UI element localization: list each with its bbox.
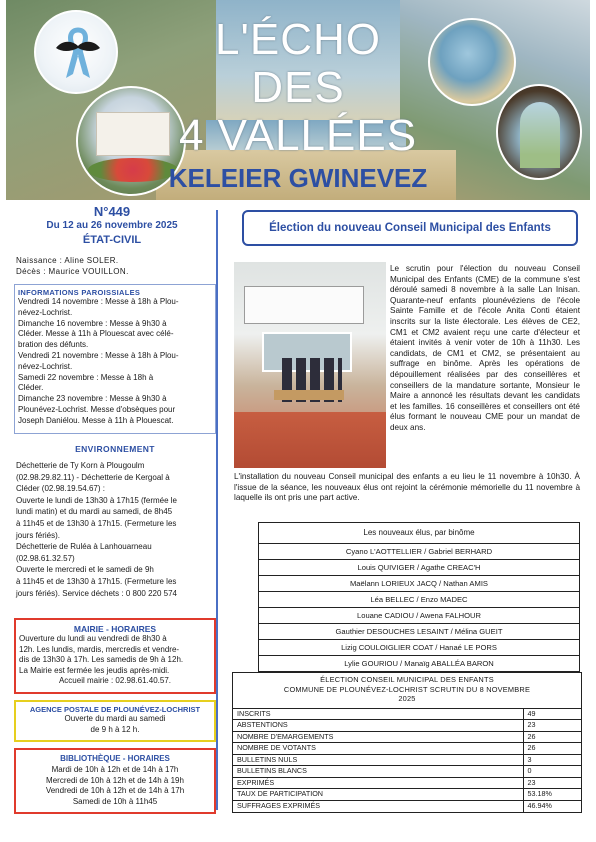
result-label: NOMBRE DE VOTANTS [233,743,523,755]
environment-line: (02.98.29.82.11) - Déchetterie de Kergoal à [16,472,170,482]
parish-info-heading: INFORMATIONS PAROISSIALES [18,288,141,297]
parish-line: névez-Lochrist. [18,361,73,371]
table-row [233,731,581,743]
result-value: 49 [523,708,581,720]
result-value: 0 [523,766,581,778]
mairie-line: 12h. Les lundis, mardis, mercredis et vendre- [19,644,180,654]
table-row [233,800,581,812]
environment-line: (02.98.61.32.57) [16,553,75,563]
parish-line: Joseph Daniélou. Messe à 11h à Plouescat. [18,415,174,425]
environment-line: Déchetterie de Ty Korn à Plougoulm [16,461,145,470]
mairie-heading: MAIRIE - HORAIRES [73,624,157,634]
post-office-heading: AGENCE POSTALE DE PLOUNÉVEZ-LOCHRIST [29,705,201,714]
table-row [233,777,581,789]
environment-line: Cléder (02.98.19.54.67) : [16,484,105,494]
environment-line: Déchetterie de Ruléa à Lanhouarneau [16,542,152,552]
results-caption-line: 2025 [398,694,416,704]
result-value: 46.94% [523,800,581,812]
birth-notice: Naissance : Aline SOLER. [16,256,119,265]
issue-number: N°449 [93,204,131,219]
result-value: 23 [523,777,581,789]
environment-line: jours fériés). [16,530,61,540]
result-label: TAUX DE PARTICIPATION [233,789,523,801]
result-label: NOMBRE D'EMARGEMENTS [233,731,523,743]
table-row [233,766,581,778]
elected-pairs-table [258,522,580,672]
library-hours-box [14,748,216,814]
table-row [233,754,581,766]
result-value: 3 [523,754,581,766]
article-paragraph-full: L'installation du nouveau Conseil municipal des enfants a eu lieu le 11 novembre à 10h30. À l'issue de la séance, les nouveaux élus ont rejoint la cérémonie mémorielle du 11 novembre à laquelle ils ont pris une part active. [234,472,580,503]
results-caption-line: ÉLECTION CONSEIL MUNICIPAL DES ENFANTS [320,675,494,684]
parish-line: Dimanche 23 novembre : Messe à 9h30 à [18,394,167,404]
masthead-subtitle: KELEIER GWINEVEZ [168,163,428,193]
mairie-line: La Mairie est fermée les jeudis après-midi. [19,665,170,675]
parish-line: Samedi 22 novembre : Messe à 18h à [18,372,154,382]
elected-pair-row: Maëlann LORIEUX JACQ / Nathan AMIS [259,575,579,591]
masthead-line-1: L'ÉCHO [215,15,381,64]
environment-line: lundi matin) et du mardi au samedi, de 8h45 [16,507,173,517]
results-caption [233,673,581,708]
results-caption-line: COMMUNE DE PLOUNÉVEZ-LOCHRIST SCRUTIN DU 8 NOVEMBRE [283,684,531,694]
elected-pair-row: Louane CADIOU / Awena FALHOUR [259,607,579,623]
results-grid [233,708,581,812]
post-office-line: de 9 h à 12 h. [90,724,140,734]
masthead-line-3: 4 VALLÉES [178,111,418,160]
result-value: 26 [523,731,581,743]
environment-line: à 11h45 et de 13h30 à 17h15. (Fermeture les [16,576,177,586]
parish-line: Dimanche 16 novembre : Messe à 9h30 à [18,318,167,328]
elected-pair-row: Gauthier DESOUCHES LESAINT / Mélina GUEIT [259,623,579,639]
result-label: EXPRIMÉS [233,777,523,789]
post-office-line: Ouverte du mardi au samedi [64,714,166,723]
table-row [233,720,581,732]
result-label: INSCRITS [233,708,523,720]
issue-dates: Du 12 au 26 novembre 2025 [46,220,178,231]
elected-pair-row: Lylie GOURIOU / Manaïg ABALLÉA BARON [259,655,579,671]
result-value: 26 [523,743,581,755]
elected-pair-row: Lizig COULOIGLIER COAT / Hanaé LE PORS [259,639,579,655]
column-divider [216,210,218,810]
parish-line: névez-Lochrist. [18,307,73,317]
death-notice: Décès : Maurice VOUILLON. [16,267,129,276]
elected-pair-row: Léa BELLEC / Enzo MADEC [259,591,579,607]
election-photo [234,262,386,468]
floor-shape [234,412,386,468]
library-line: Mardi de 10h à 12h et de 14h à 17h [51,765,179,774]
parish-line: bration des défunts. [18,340,89,350]
result-label: BULLETINS NULS [233,754,523,766]
parish-line: Vendredi 21 novembre : Messe à 18h à Plou- [18,350,179,360]
table-row [233,789,581,801]
mairie-hours-box [14,618,216,694]
result-value: 53.18% [523,789,581,801]
result-label: SUFFRAGES EXPRIMÉS [233,800,523,812]
left-column [8,200,220,810]
environment-section [14,440,216,610]
elected-pair-row: Louis QUIVIGER / Agathe CREAC'H [259,559,579,575]
mairie-line: dis de 13h30 à 17h. Les samedis de 9h à 12h. [19,655,184,664]
parish-line: Cléder. Messe à 11h à Plouescat avec célé- [18,329,174,339]
mairie-phone: Accueil mairie : 02.98.61.40.57. [58,676,172,685]
environment-line: Ouverte le mercredi et le samedi de 9h [16,565,154,575]
election-results-table [232,672,582,813]
result-label: BULLETINS BLANCS [233,766,523,778]
elected-pairs-heading: Les nouveaux élus, par binôme [363,528,475,537]
article-title: Élection du nouveau Conseil Municipal des Enfants [242,210,578,246]
environment-line: jours fériés). Service déchets : 0 800 220 574 [16,588,177,598]
library-line: Mercredi de 10h à 12h et de 14h à 19h [46,775,184,785]
table-row [233,743,581,755]
environment-line: Ouverte le lundi de 13h30 à 17h15 (fermée le [16,495,177,505]
parish-line: Vendredi 14 novembre : Messe à 18h à Plou- [18,297,179,306]
etat-civil-heading: ÉTAT-CIVIL [82,234,142,246]
table-shape [274,390,344,400]
parish-line: Cléder. [18,383,44,393]
result-value: 23 [523,720,581,732]
post-office-box [14,700,216,742]
environment-line: à 11h45 et de 13h30 à 17h15. (Fermeture les [16,518,177,528]
environment-heading: ENVIRONNEMENT [75,444,155,454]
parish-info-box [14,284,216,434]
parish-line: Plounévez-Lochrist. Messe d'obsèques pour [18,404,176,414]
elected-pair-row: Cyano L'AOTTELLIER / Gabriel BERHARD [259,543,579,559]
library-heading: BIBLIOTHÈQUE - HORAIRES [60,754,170,763]
library-line: Vendredi de 10h à 12h et de 14h à 17h [45,786,185,796]
masthead-line-2: DES [251,63,345,112]
whiteboard-shape [244,286,364,324]
result-label: ABSTENTIONS [233,720,523,732]
library-line: Samedi de 10h à 11h45 [72,796,158,806]
table-row [233,708,581,720]
article-paragraph-side: Le scrutin pour l'élection du nouveau Conseil Municipal des Enfants (CME) de la commune s'est déroulé samedi 8 novembre à la salle Lan Inisan. Quarante-neuf enfants plounévéziens de l'école Sainte Famille et de l'école Anita Conti étaient inscrits sur la liste électorale. Les élèves de CE2, CM1 et CM2 avaient reçu une carte d'électeur et étaient invités à venir voter de 10h à 11h30. Les candidats, de CM1 et CM2, se présentaient au suffrage en binôme. Après les opérations de dépouillement réalisées par des conseillères et conseillers de la mandature sortante, Monsieur le Maire a annoncé les résultats devant les candidats et les familles. 16 conseillères et conseillers ont été élus formant le nouveau CME pour un mandat de deux ans. [390,264,580,432]
mairie-line: Ouverture du lundi au vendredi de 8h30 à [19,634,167,643]
